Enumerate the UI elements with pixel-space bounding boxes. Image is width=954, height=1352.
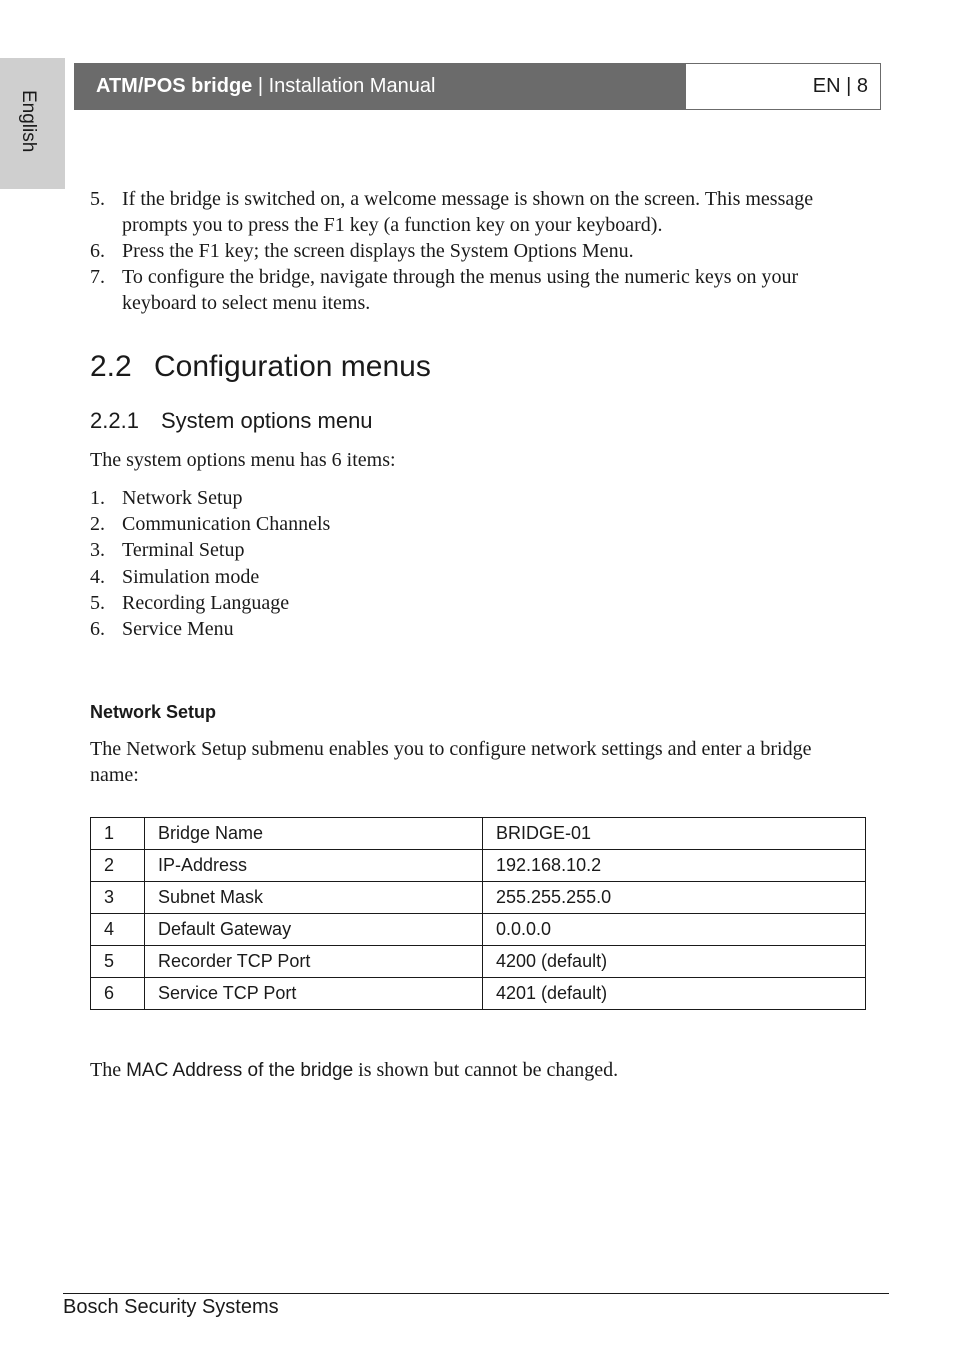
list-label: Communication Channels <box>122 513 331 536</box>
system-options-list <box>90 485 330 642</box>
mac-address-note <box>90 1059 618 1082</box>
table-row <box>91 914 866 946</box>
header-bar <box>74 63 685 110</box>
step-item <box>90 264 870 316</box>
mac-note-suffix: is shown but cannot be changed. <box>353 1059 619 1081</box>
network-setup-description: The Network Setup submenu enables you to configure network settings and enter a bridge name: <box>90 738 812 786</box>
list-item <box>90 564 330 590</box>
list-number: 2. <box>90 513 105 536</box>
list-item <box>90 537 330 563</box>
footer-divider <box>63 1293 889 1294</box>
setting-value: 255.255.255.0 <box>483 882 866 914</box>
table-row <box>91 882 866 914</box>
setting-name: Subnet Mask <box>145 882 483 914</box>
list-number: 5. <box>90 591 105 614</box>
list-number: 6. <box>90 618 105 641</box>
subsection-title: System options menu <box>161 408 373 433</box>
step-number: 6. <box>90 240 105 262</box>
step-text: Press the F1 key; the screen displays the System Options Menu. <box>122 240 634 262</box>
procedure-steps <box>90 186 870 316</box>
list-number: 1. <box>90 487 105 509</box>
setting-value: BRIDGE-01 <box>483 818 866 850</box>
header-doc-title: Installation Manual <box>268 75 436 97</box>
table-row <box>91 818 866 850</box>
section-heading <box>90 350 431 384</box>
setting-value: 4200 (default) <box>483 946 866 978</box>
list-item <box>90 485 330 511</box>
header-product: ATM/POS bridge <box>96 75 253 97</box>
setting-name: Default Gateway <box>145 914 483 946</box>
list-label: Service Menu <box>122 618 234 641</box>
network-setup-heading: Network Setup <box>90 702 217 722</box>
list-number: 3. <box>90 539 105 562</box>
setting-name: Bridge Name <box>145 818 483 850</box>
setting-name: Service TCP Port <box>145 978 483 1010</box>
setting-value: 192.168.10.2 <box>483 850 866 882</box>
subsection-number: 2.2.1 <box>90 408 139 433</box>
step-item <box>90 238 870 264</box>
language-tab <box>0 58 65 189</box>
row-number: 3 <box>91 882 145 914</box>
row-number: 2 <box>91 850 145 882</box>
setting-name: Recorder TCP Port <box>145 946 483 978</box>
list-item <box>90 616 330 642</box>
mac-note-term: MAC Address of the bridge <box>126 1060 354 1081</box>
step-text: If the bridge is switched on, a welcome message is shown on the screen. This message prompts you to press the F1 key (a function key on your keyboard). <box>122 188 814 236</box>
row-number: 4 <box>91 914 145 946</box>
header-page-ref: EN | 8 <box>685 63 881 110</box>
list-item <box>90 511 330 537</box>
list-number: 4. <box>90 565 105 588</box>
table-row <box>91 850 866 882</box>
subsection-heading <box>90 408 373 434</box>
list-item <box>90 590 330 616</box>
list-label: Terminal Setup <box>122 539 245 562</box>
section-title: Configuration menus <box>154 350 431 383</box>
step-number: 7. <box>90 266 105 288</box>
step-number: 5. <box>90 188 105 210</box>
list-label: Recording Language <box>122 591 290 614</box>
section-number: 2.2 <box>90 350 132 383</box>
row-number: 5 <box>91 946 145 978</box>
language-tab-label: English <box>18 90 39 153</box>
mac-note-prefix: The <box>90 1059 127 1081</box>
step-item <box>90 186 870 238</box>
list-label: Simulation mode <box>122 565 260 588</box>
row-number: 6 <box>91 978 145 1010</box>
network-settings-table <box>90 817 866 1010</box>
table-row <box>91 978 866 1010</box>
setting-value: 0.0.0.0 <box>483 914 866 946</box>
footer-company: Bosch Security Systems <box>63 1296 279 1318</box>
row-number: 1 <box>91 818 145 850</box>
list-label: Network Setup <box>122 487 243 509</box>
menu-intro: The system options menu has 6 items: <box>90 449 396 471</box>
setting-value: 4201 (default) <box>483 978 866 1010</box>
setting-name: IP-Address <box>145 850 483 882</box>
table-row <box>91 946 866 978</box>
step-text: To configure the bridge, navigate through the menus using the numeric keys on your keyboard to select menu items. <box>122 266 799 314</box>
header-separator: | <box>252 75 269 97</box>
